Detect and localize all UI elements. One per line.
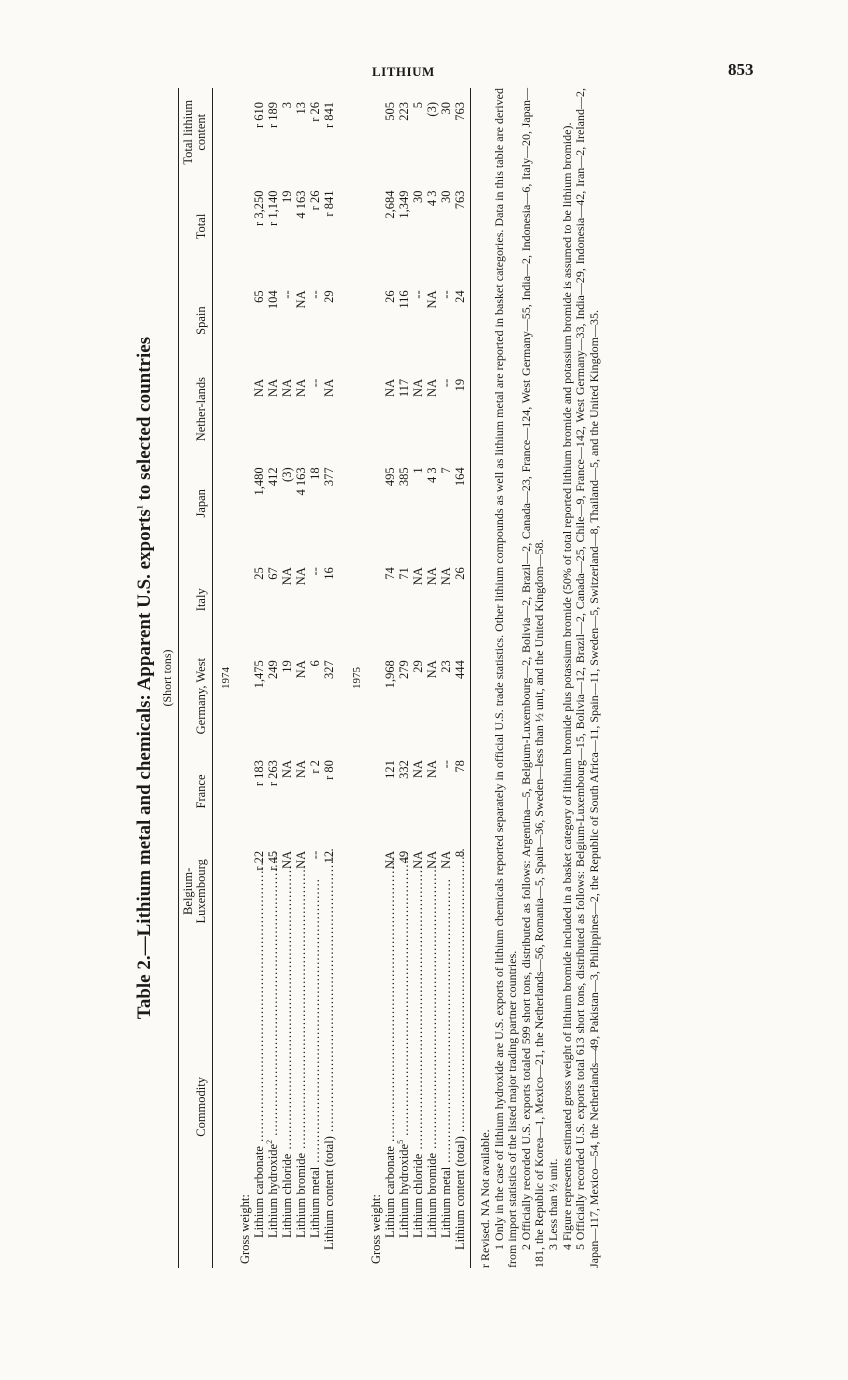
cell-value: NA <box>294 567 308 586</box>
cell-value: 279 <box>397 660 411 679</box>
running-head: LITHIUM <box>372 64 435 79</box>
table-row <box>322 88 336 1268</box>
cell-value: 121 <box>383 760 397 779</box>
table-body-1975 <box>336 88 471 1268</box>
table-title: Table 2.—Lithium metal and chemicals: Apparent U.S. exports$^1$ to selected countries <box>134 336 155 1020</box>
cell-value: 4 3 <box>425 190 439 207</box>
cell-value: -- <box>439 290 453 299</box>
row-label: Lithium carbonate ..... <box>383 946 397 1268</box>
cell-value: NA <box>294 850 308 869</box>
year-row-1975 <box>344 88 367 1268</box>
col-header-italy: Italy <box>179 553 213 646</box>
cell-value: 49 <box>397 850 411 864</box>
cell-value: (3) <box>280 467 294 482</box>
col-header-netherlands: Nether-lands <box>179 365 213 454</box>
table-header-row <box>179 88 213 1268</box>
cell-value: NA <box>294 378 308 397</box>
cell-value: 30 <box>439 190 453 204</box>
cell-value: 4 163 <box>294 467 308 496</box>
cell-value: 1,475 <box>252 660 266 689</box>
cell-value: r 3,250 <box>252 190 266 226</box>
row-label: Lithium metal ..... <box>308 946 322 1268</box>
cell-value: 116 <box>397 290 411 309</box>
cell-value: 18 <box>308 467 322 480</box>
cell-value: -- <box>439 378 453 388</box>
cell-value: 104 <box>266 290 280 310</box>
cell-value: 223 <box>397 102 411 121</box>
cell-value: (3) <box>425 102 439 117</box>
table-row <box>252 88 266 1268</box>
row-label: Lithium metal ..... <box>439 946 453 1268</box>
page-number: 853 <box>728 60 754 79</box>
cell-value: NA <box>280 378 294 397</box>
cell-value: 505 <box>383 102 397 121</box>
row-label: Lithium hydroxide$^2$ ..... <box>266 946 280 1268</box>
cell-value: -- <box>439 760 453 769</box>
col-header-total: Total <box>179 177 213 277</box>
cell-value: NA <box>294 660 308 679</box>
cell-value: 327 <box>322 660 336 679</box>
cell-value: -- <box>280 290 294 299</box>
cell-value: 30 <box>411 190 425 204</box>
spacer-row <box>336 88 344 1268</box>
cell-value: 763 <box>453 88 471 177</box>
cell-value: 67 <box>266 567 280 580</box>
table-row <box>439 88 453 1268</box>
cell-value: r 80 <box>322 760 336 780</box>
cell-value: NA <box>280 567 294 586</box>
cell-value: 29 <box>411 660 425 673</box>
cell-value: 7 <box>439 467 453 474</box>
group-row <box>236 88 252 1268</box>
row-label: Lithium content (total) ..... <box>453 946 471 1268</box>
cell-value: 65 <box>252 290 266 303</box>
col-header-total-lithium-content: Total lithium content <box>179 88 213 177</box>
cell-value: 24 <box>453 276 471 365</box>
cell-value: NA <box>294 760 308 779</box>
cell-value: NA <box>280 760 294 779</box>
year-label: 1974 <box>220 667 232 689</box>
cell-value: 19 <box>280 660 294 673</box>
cell-value: 164 <box>453 453 471 553</box>
cell-value: r 841 <box>322 190 336 217</box>
cell-value: NA <box>411 378 425 397</box>
cell-value: NA <box>322 378 336 397</box>
cell-value: 3 <box>280 102 294 109</box>
cell-value: 6 <box>308 660 322 667</box>
cell-value: 4 163 <box>294 190 308 219</box>
table-row <box>294 88 308 1268</box>
year-label: 1975 <box>351 667 363 689</box>
group-label: Gross weight: <box>238 1194 252 1264</box>
table-row <box>308 88 322 1268</box>
cell-value: NA <box>411 760 425 779</box>
table-row <box>453 88 471 1268</box>
cell-value: 26 <box>453 553 471 646</box>
cell-value: r 26 <box>308 102 322 122</box>
cell-value: 1 <box>411 467 425 474</box>
footnotes <box>479 88 601 1268</box>
cell-value: 19 <box>453 365 471 454</box>
cell-value: 29 <box>322 290 336 303</box>
row-label: Lithium carbonate ..... <box>252 946 266 1268</box>
cell-value: 26 <box>383 290 397 303</box>
row-label: Lithium chloride ..... <box>280 946 294 1268</box>
cell-value: r 263 <box>266 760 280 787</box>
cell-value: r 22 <box>252 850 266 871</box>
table-row <box>397 88 411 1268</box>
cell-value: 763 <box>453 177 471 277</box>
footnote-1: 1 Only in the case of lithium hydroxide are U.S. exports of lithium chemicals reported separately in official U.S. trade statistics. Other lithium compounds as well as lithium metal are reported in basket categories. Data in this table are derived from import statistics of the listed major trading partner countries. <box>491 88 520 1268</box>
cell-value: 12 <box>322 850 336 864</box>
cell-value: 23 <box>439 660 453 673</box>
exports-table <box>178 88 471 1268</box>
cell-value: 25 <box>252 567 266 580</box>
cell-value: NA <box>266 378 280 397</box>
footnote-2: 2 Officially recorded U.S. exports totaled 599 short tons, distributed as follows: Argentina—5, Belgium-Luxembourg—2, Bolivia—2, Brazil—2, Canada—23, France—124, West Germany—55, India—2, Indonesia—6, Italy—20, Japan—181, the Republic of Korea—1, Mexico—21, the Netherlands—56, Romania—5, Spain—36, Sweden—less than ½ unit, and the United Kingdom—58. <box>518 88 547 1268</box>
cell-value: NA <box>425 660 439 679</box>
cell-value: 78 <box>453 746 471 837</box>
row-label: Lithium content (total) ..... <box>322 946 336 1268</box>
cell-value: 4 3 <box>425 467 439 483</box>
cell-value: 30 <box>439 102 453 115</box>
cell-value: -- <box>308 567 322 576</box>
row-label: Lithium hydroxide$^5$ ..... <box>397 946 411 1268</box>
row-label: Lithium chloride ..... <box>411 946 425 1268</box>
rotated-table-block <box>132 88 760 1268</box>
table-row <box>411 88 425 1268</box>
cell-value: r 610 <box>252 102 266 129</box>
cell-value: r 45 <box>266 850 280 871</box>
cell-value: r 183 <box>252 760 266 787</box>
cell-value: NA <box>425 760 439 779</box>
cell-value: r 2 <box>308 760 322 774</box>
cell-value: NA <box>294 290 308 309</box>
cell-value: -- <box>308 290 322 299</box>
cell-value: r 1,140 <box>266 190 280 226</box>
cell-value: 16 <box>322 567 336 580</box>
cell-value: NA <box>383 378 397 397</box>
cell-value: 412 <box>266 467 280 487</box>
col-header-spain: Spain <box>179 276 213 365</box>
table-row <box>266 88 280 1268</box>
table-row <box>425 88 439 1268</box>
cell-value: 495 <box>383 467 397 487</box>
cell-value: 117 <box>397 378 411 398</box>
cell-value: NA <box>425 378 439 397</box>
table-row <box>383 88 397 1268</box>
cell-value: 1,349 <box>397 190 411 219</box>
cell-value: -- <box>411 290 425 299</box>
cell-value: NA <box>383 850 397 869</box>
cell-value: 249 <box>266 660 280 679</box>
table-row <box>280 88 294 1268</box>
cell-value: 332 <box>397 760 411 779</box>
cell-value: r 26 <box>308 190 322 211</box>
table-subtitle: (Short tons) <box>160 649 174 707</box>
cell-value: NA <box>439 567 453 586</box>
group-row <box>367 88 383 1268</box>
cell-value: NA <box>411 850 425 869</box>
footnote-3: 3 Less than ½ unit. <box>545 1158 560 1250</box>
col-header-france: France <box>179 746 213 837</box>
footnote-revised: r Revised. NA Not available. <box>478 1129 492 1268</box>
cell-value: NA <box>280 850 294 869</box>
table-body <box>213 88 337 1268</box>
cell-value: 1,480 <box>252 467 266 496</box>
col-header-germany-west: Germany, West <box>179 646 213 746</box>
footnote-4: 4 Figure represents estimated gross weight of lithium bromide included in a basket category of lithium bromide plus potassium bromide (50% of total reported lithium bromide and potassium bromide is assumed to be lithium bromide). <box>559 122 574 1250</box>
row-label: Lithium bromide ..... <box>294 946 308 1268</box>
cell-value: 5 <box>411 102 425 109</box>
group-label: Gross weight: <box>369 1194 383 1264</box>
cell-value: -- <box>308 850 322 860</box>
cell-value: 1,968 <box>383 660 397 689</box>
cell-value: NA <box>425 850 439 869</box>
col-header-japan: Japan <box>179 453 213 553</box>
cell-value: NA <box>252 378 266 397</box>
cell-value: 71 <box>397 567 411 580</box>
col-header-commodity: Commodity <box>179 946 213 1268</box>
cell-value: 2,684 <box>383 190 397 219</box>
cell-value: 74 <box>383 567 397 580</box>
year-row-1974 <box>213 88 237 1268</box>
row-label: Lithium bromide ..... <box>425 946 439 1268</box>
cell-value: NA <box>411 567 425 586</box>
cell-value: 8 <box>453 837 471 946</box>
cell-value: NA <box>425 290 439 309</box>
cell-value: -- <box>308 378 322 388</box>
col-header-belgium-luxembourg: Belgium-Luxembourg <box>179 837 213 946</box>
cell-value: r 189 <box>266 102 280 129</box>
cell-value: r 841 <box>322 102 336 129</box>
cell-value: 385 <box>397 467 411 487</box>
cell-value: NA <box>439 850 453 869</box>
cell-value: NA <box>425 567 439 586</box>
cell-value: 19 <box>280 190 294 204</box>
cell-value: 377 <box>322 467 336 487</box>
cell-value: 444 <box>453 646 471 746</box>
footnote-5: 5 Officially recorded U.S. exports total 613 short tons, distributed as follows: Belgium-Luxembourg—15, Bolivia—12, Brazil—2, Canada—25, Chile—9, France—142, West Germany—33, India—29, Indonesia—42, Iran—2, Ireland—2, Japan—117, Mexico—54, the Netherlands—49, Pakistan—3, Philippines—2, the Republic of South Africa—11, Spain—11, Sweden—5, Switzerland—8, Thailand—5, and the United Kingdom—35. <box>573 88 601 1268</box>
cell-value: 13 <box>294 102 308 115</box>
